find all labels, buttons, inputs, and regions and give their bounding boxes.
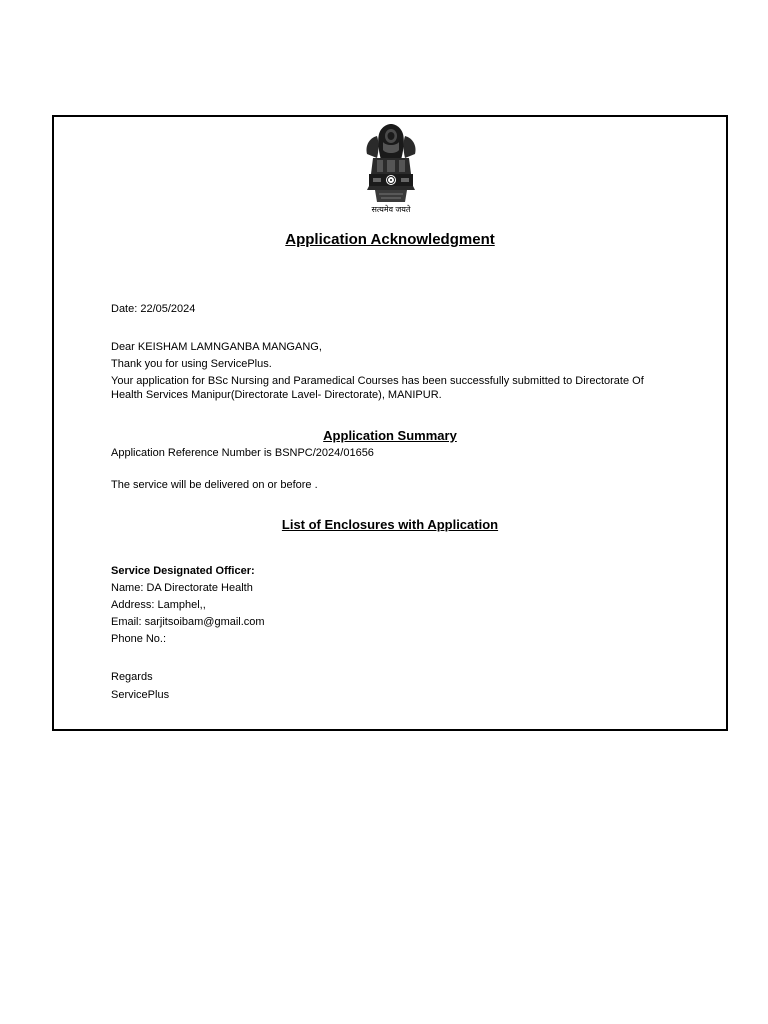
submission-line-1: Your application for BSc Nursing and Paramedical Courses has been successfully submitted to Directorate Of <box>111 375 644 387</box>
officer-email: Email: sarjitsoibam@gmail.com <box>111 616 265 628</box>
officer-phone: Phone No.: <box>111 633 167 645</box>
page-title: Application Acknowledgment <box>285 231 495 248</box>
greeting-line: Dear KEISHAM LAMNGANBA MANGANG, <box>111 341 322 353</box>
officer-address: Address: Lamphel,, <box>111 599 206 611</box>
regards-line: Regards <box>111 671 153 683</box>
delivery-line: The service will be delivered on or before . <box>111 479 318 491</box>
thanks-line: Thank you for using ServicePlus. <box>111 358 272 370</box>
officer-name: Name: DA Directorate Health <box>111 582 253 594</box>
application-summary-heading: Application Summary <box>323 428 457 443</box>
officer-heading: Service Designated Officer: <box>111 565 255 577</box>
submission-line-2: Health Services Manipur(Directorate Lavel- Directorate), MANIPUR. <box>111 389 442 401</box>
date-line: Date: 22/05/2024 <box>111 303 196 315</box>
enclosures-heading: List of Enclosures with Application <box>281 517 499 532</box>
reference-number-line: Application Reference Number is BSNPC/2024/01656 <box>111 447 374 459</box>
signature-line: ServicePlus <box>111 689 170 701</box>
ashoka-lion-capital-emblem-icon <box>359 124 423 204</box>
emblem-motto: सत्यमेव जयते <box>371 205 411 214</box>
